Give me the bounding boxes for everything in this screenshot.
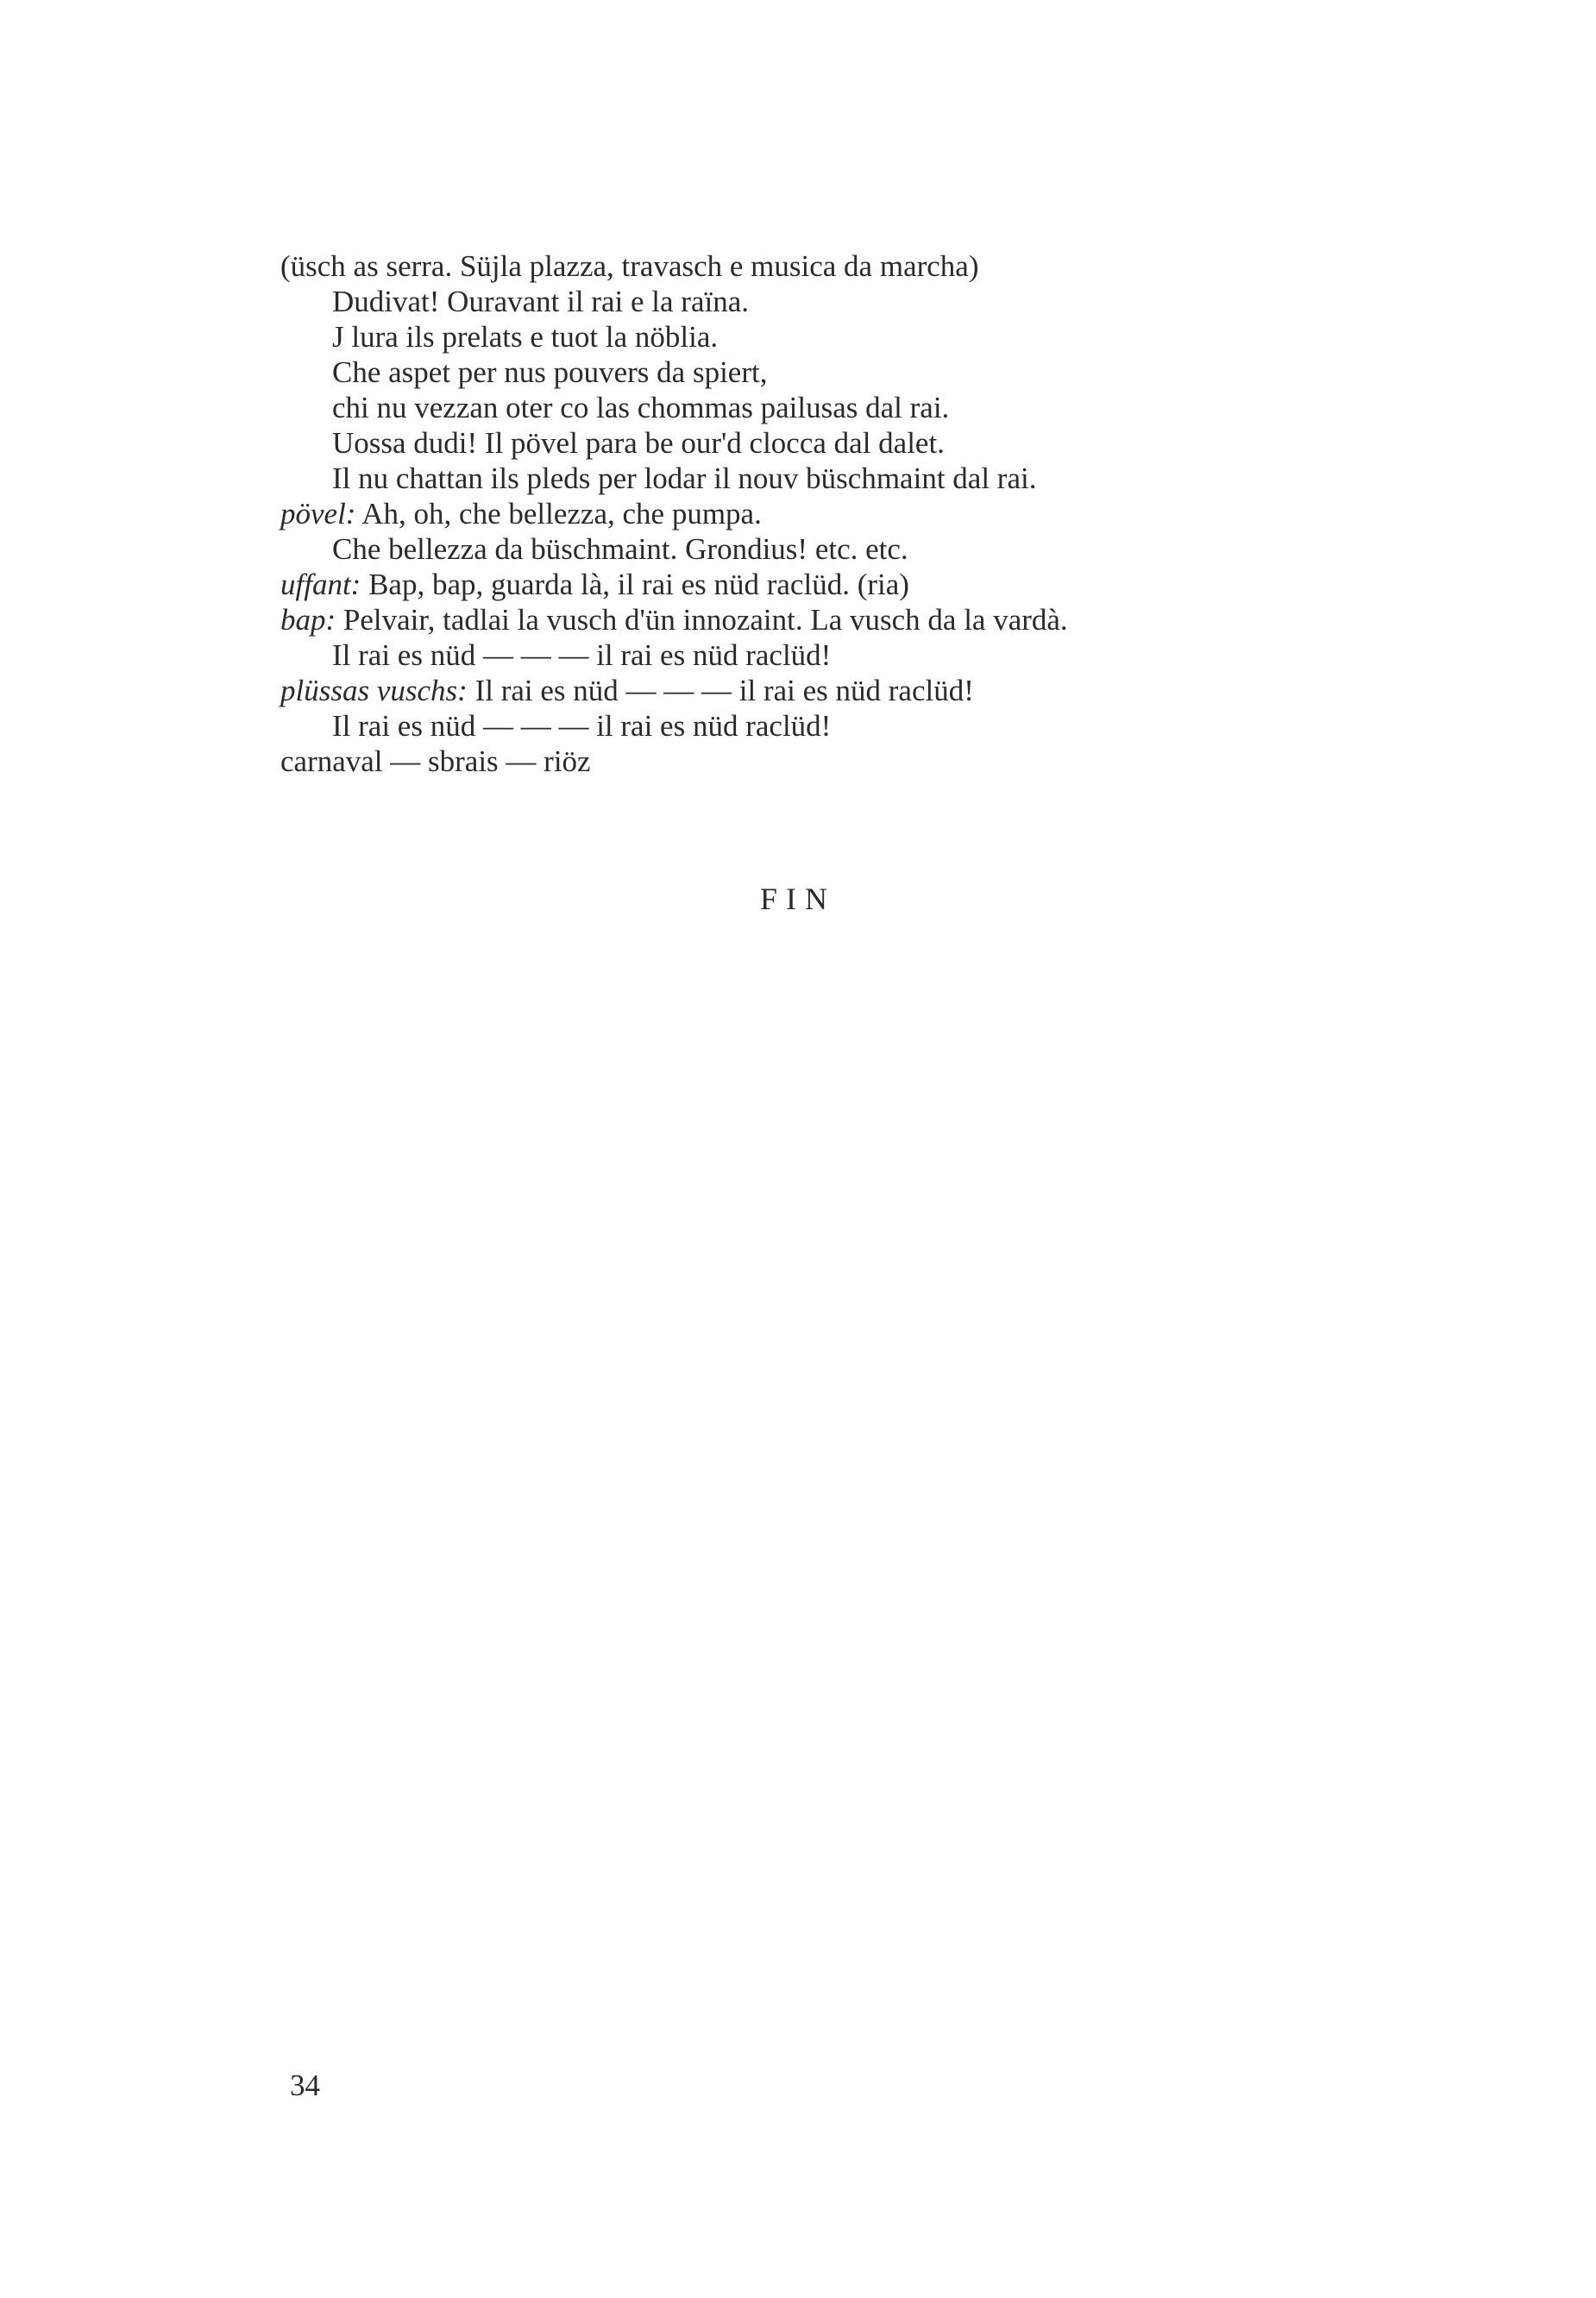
text-line: chi nu vezzan oter co las chommas pailusas dal rai. [332,391,950,424]
text-line: carnaval — sbrais — riöz [280,744,591,778]
dialogue-text: Pelvair, tadlai la vusch d'ün innozaint. La vusch da la vardà. [342,603,1068,637]
text-line: Uossa dudi! Il pövel para be our'd clocca dal dalet. [332,426,945,460]
dialogue-text: Il rai es nüd — — — il rai es nüd raclüd! [474,674,974,707]
text-line: Il nu chattan ils pleds per lodar il nouv büschmaint dal rai. [332,461,1037,495]
speaker-name: pövel: [280,497,356,531]
dialogue-line [280,567,1488,602]
text-line: Il rai es nüd — — — il rai es nüd raclüd! [332,638,832,672]
stage-direction: (üsch as serra. Süjla plazza, travasch e musica da marcha) [280,249,979,283]
text-line: J lura ils prelats e tuot la nöblia. [332,320,719,354]
dialogue-line [280,673,1488,708]
text-line: Il rai es nüd — — — il rai es nüd raclüd! [332,709,832,743]
speaker-name: plüssas vuschs: [280,674,468,707]
speaker-name: uffant: [280,568,361,601]
page-number: 34 [290,2069,320,2102]
speaker-name: bap: [280,603,336,637]
text-line: Che bellezza da büschmaint. Grondius! etc. etc. [332,532,908,566]
play-text [280,248,1488,779]
dialogue-text: Bap, bap, guarda là, il rai es nüd raclüd. (ria) [368,568,909,601]
text-line: Dudivat! Ouravant il rai e la raïna. [332,285,749,318]
dialogue-line [280,496,1488,531]
text-line: Che aspet per nus pouvers da spiert, [332,355,768,389]
dialogue-line [280,602,1488,637]
fin-heading: FIN [759,882,836,916]
dialogue-text: Ah, oh, che bellezza, che pumpa. [361,497,762,531]
